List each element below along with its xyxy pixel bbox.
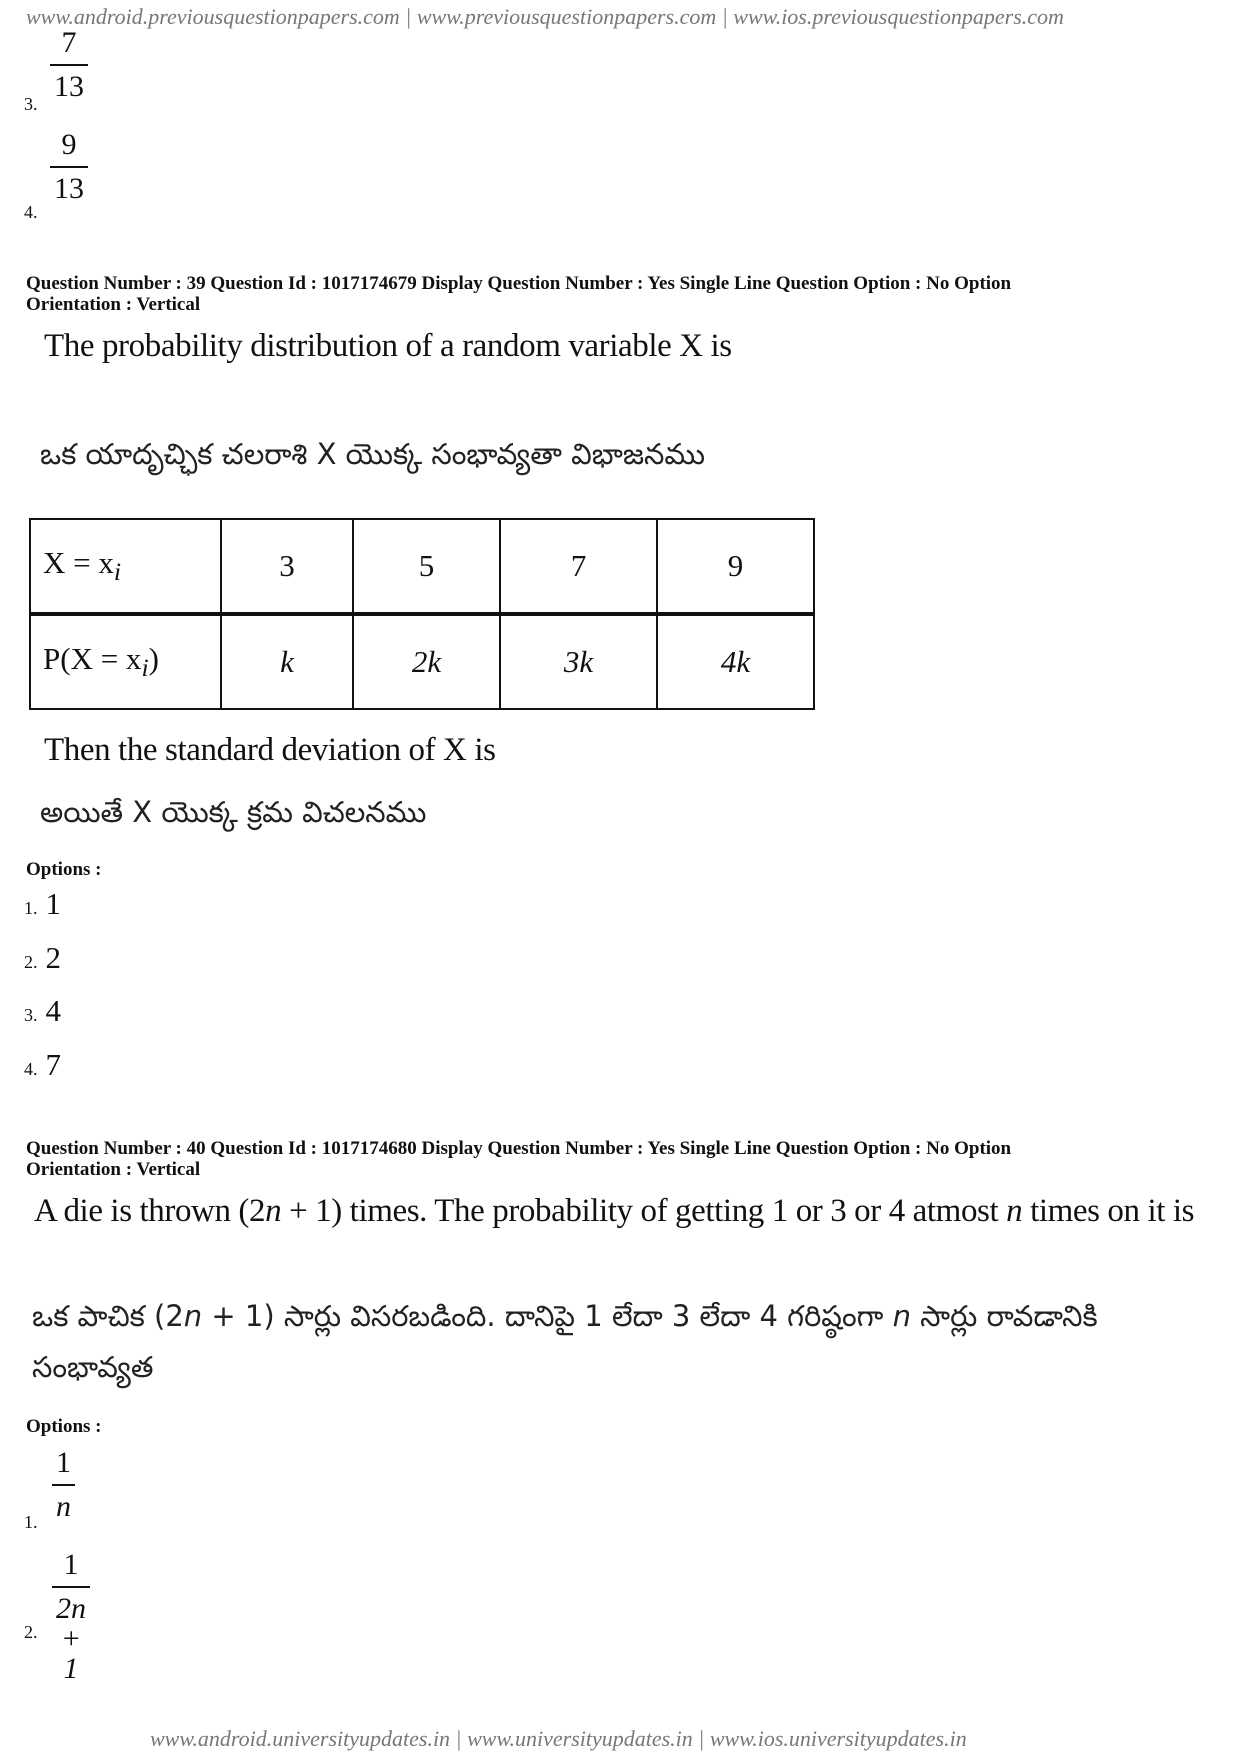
q40-question-telugu-line1: ఒక పాచిక (2n + 1) సార్లు విసరబడింది. దానిపై 1 లేదా 3 లేదా 4 గరిష్ఠంగా n సార్లు రావడానికి bbox=[32, 1299, 1098, 1333]
option-number: 3. bbox=[24, 94, 38, 114]
fraction-denominator: n bbox=[56, 1490, 71, 1523]
table-row-p bbox=[30, 614, 814, 709]
q39-meta-line1: Question Number : 39 Question Id : 1017174679 Display Question Number : Yes Single Line Question Option : No Option bbox=[26, 273, 1012, 294]
q39-distribution-table bbox=[29, 518, 815, 710]
q39-question-english: The probability distribution of a random variable X is bbox=[44, 328, 732, 364]
option-number: 4. bbox=[24, 1059, 38, 1079]
option-fraction bbox=[50, 130, 88, 204]
fraction-numerator: 1 bbox=[56, 1446, 71, 1479]
q39-meta-line2: Orientation : Vertical bbox=[26, 294, 201, 315]
table-row-x bbox=[30, 519, 814, 614]
q39-meta bbox=[26, 273, 1206, 315]
header-watermark: www.android.previousquestionpapers.com | www.previousquestionpapers.com | www.ios.previousquestionpapers.com bbox=[26, 4, 1064, 29]
q40-question-english: A die is thrown (2n + 1) times. The probability of getting 1 or 3 or 4 atmost n times on it is bbox=[34, 1193, 1195, 1229]
footer-watermark: www.android.universityupdates.in | www.universityupdates.in | www.ios.universityupdates.in bbox=[150, 1726, 967, 1751]
option-value: 2 bbox=[45, 940, 61, 975]
table-cell: 5 bbox=[353, 519, 500, 614]
option-value: 1 bbox=[45, 886, 61, 921]
table-cell: 4k bbox=[657, 614, 814, 709]
option-fraction bbox=[50, 28, 88, 102]
q40-meta-line2: Orientation : Vertical bbox=[26, 1159, 201, 1180]
fraction-numerator: 7 bbox=[61, 26, 77, 59]
fraction-numerator: 1 bbox=[63, 1548, 79, 1581]
q39-option-2 bbox=[24, 940, 61, 976]
option-value: 4 bbox=[45, 993, 61, 1028]
table-cell: 9 bbox=[657, 519, 814, 614]
table-cell: 7 bbox=[500, 519, 657, 614]
q39-then-english: Then the standard deviation of X is bbox=[44, 732, 496, 768]
q40-options-label: Options : bbox=[26, 1416, 102, 1437]
q39-question-telugu: ఒక యాదృచ్ఛిక చలరాశి X యొక్క సంభావ్యతా విభాజనము bbox=[40, 437, 706, 471]
option-number: 4. bbox=[24, 202, 38, 222]
q39-option-3 bbox=[24, 993, 61, 1029]
option-number: 1. bbox=[24, 898, 38, 918]
q39-then-telugu: అయితే X యొక్క క్రమ విచలనము bbox=[40, 795, 427, 829]
fraction-denominator: 2n + 1 bbox=[56, 1592, 86, 1685]
q39-option-4 bbox=[24, 1047, 61, 1083]
option-value: 7 bbox=[45, 1047, 61, 1082]
table-cell: 3k bbox=[500, 614, 657, 709]
fraction-numerator: 9 bbox=[61, 128, 77, 161]
q40-meta-line1: Question Number : 40 Question Id : 1017174680 Display Question Number : Yes Single Line Question Option : No Option bbox=[26, 1138, 1012, 1159]
option-fraction bbox=[52, 1448, 75, 1522]
table-header-x: $X = x_i$ bbox=[30, 519, 221, 614]
q39-option-1 bbox=[24, 886, 61, 922]
q39-options-label: Options : bbox=[26, 859, 102, 880]
table-cell: k bbox=[221, 614, 353, 709]
table-cell: 2k bbox=[353, 614, 500, 709]
table-header-p: $P(X = x_i)$ bbox=[30, 614, 221, 709]
table-cell: 3 bbox=[221, 519, 353, 614]
fraction-denominator: 13 bbox=[54, 70, 84, 103]
option-number: 1. bbox=[24, 1512, 38, 1532]
option-number: 2. bbox=[24, 952, 38, 972]
option-number: 3. bbox=[24, 1005, 38, 1025]
fraction-denominator: 13 bbox=[54, 172, 84, 205]
option-number: 2. bbox=[24, 1622, 38, 1642]
q40-meta bbox=[26, 1138, 1206, 1180]
q40-question-telugu-line2: సంభావ్యత bbox=[32, 1350, 154, 1384]
option-fraction bbox=[52, 1550, 90, 1684]
